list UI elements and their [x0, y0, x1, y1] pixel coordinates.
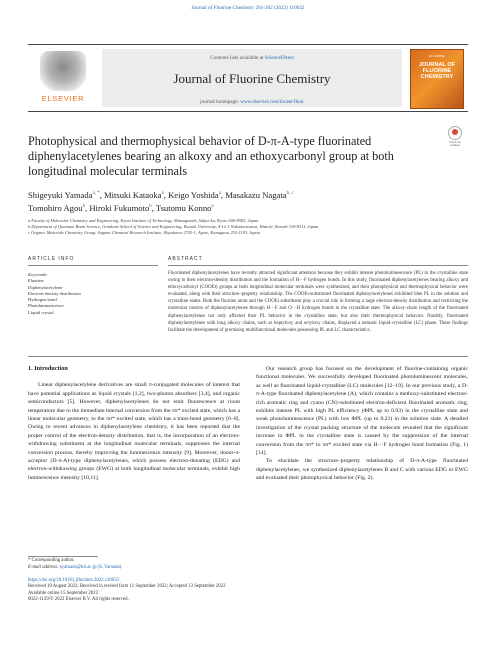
elsevier-logo: [36, 51, 90, 108]
affiliation-c: c Organic Materials Chemistry Group, Sugami Chemical Research Institute, Hayakawa 2743-1, Ayase, Kanagawa 252-1193, Japan: [28, 230, 260, 236]
divider: [28, 556, 98, 557]
publication-info: [28, 578, 328, 604]
footnotes: [28, 558, 248, 571]
affiliation-a: a Faculty of Molecular Chemistry and Engineering, Kyoto Institute of Technology, Matsugasaki, Sakyo-ku, Kyoto 606-8585, Japan: [28, 218, 259, 223]
footnote-divider: [28, 556, 98, 557]
cover-title-line1: JOURNAL OF: [418, 62, 456, 68]
divider: [28, 356, 468, 357]
received-dates: Received 10 August 2022; Received in revised form 11 September 2022; Accepted 13 September 2022: [28, 584, 226, 590]
cover-title: [411, 62, 463, 80]
cover-title-line2: FLUORINE: [422, 68, 452, 74]
available-online: Available online 15 September 2022: [28, 590, 98, 596]
journal-cover[interactable]: [410, 49, 464, 109]
right-column: [256, 365, 468, 483]
check-updates-label: Check for updates: [449, 140, 461, 147]
abstract-section: [168, 256, 468, 266]
journal-header: [28, 44, 468, 112]
author-name[interactable]: Keigo Yoshida: [168, 189, 219, 200]
authors-line-2: Tomohiro Agou$^b$, Hiroki Fukumoto$^b$, Tsutomu Konno$^a$: [28, 202, 214, 213]
homepage-prefix: journal homepage:: [200, 99, 241, 105]
author-name[interactable]: Tomohiro Agou: [28, 202, 83, 213]
keyword: Hydrogen bond: [28, 297, 57, 303]
sciencedirect-link[interactable]: ScienceDirect: [264, 55, 294, 61]
keyword: Photoluminescence: [28, 303, 64, 309]
keyword: Electron-density distribution: [28, 290, 81, 296]
intro-paragraph: Our research group has focused on the development of fluorine-containing organic functional molecules. We successfully developed fluorinated photoluminescent molecules, as well as fluorinated liquid-crystalline (LC) molecules [12–19]. In our previous study, a D-π-A-type fluorinated diphenylacetylene (A), which contains a methoxy-substituted electron-rich aromatic ring and cyano (CN)-substituted electron-deficient fluorinated aromatic ring, exhibits intense PL with high PL efficiency (ΦPL up to 0.93) in the crystalline state and weak photoluminescence (PL) with low ΦPL (up to 0.21) in the solution state. A detailed investigation of the crystal packing structure of the molecule revealed that the significant increase in ΦPL in the crystalline state is caused by the suppression of the internal conversion from the ππ* to πσ* excited state via H···F hydrogen bond formation (Fig. 1) [14].: [256, 366, 468, 457]
author-affiliation-marker[interactable]: b: [149, 203, 152, 209]
check-updates-icon: [448, 126, 462, 140]
intro-paragraph: To elucidate the structure–property relationship of D-π-A-type fluorinated diphenylacetylenes, we synthesized diphenylacetylenes B and C with various EDG or EWG and evaluated their photophysical behavior (Fig. 2).: [256, 458, 468, 482]
publisher-name: ELSEVIER: [41, 94, 85, 103]
author-affiliation-marker[interactable]: b: [82, 203, 86, 209]
email-label: E-mail address:: [28, 564, 60, 570]
abstract-text: Fluorinated diphenylacetylenes have recently attracted significant attention because they exhibit intense photoluminescence (PL) in the crystalline state owing to their electron-density distribution and the formation of H···F hydrogen bonds. In this study, fluorinated diphenylacetylenes bearing alkoxy and ethoxycarbonyl (COOEt) groups at both longitudinal molecular terminals were synthesized, and their photophysical and thermophysical behavior were evaluated, along with their structure–property relationship. The COOEt-substituted fluorinated diphenylacetylenes exhibited blue PL in the solution and crystalline states. Both the fluorine atom and the COOEt substituent play a crucial role in forming a large electron-density distribution and restricting the molecular motion of diphenylacetylenes through H···F and O···H hydrogen bonds in the crystalline state. The alkoxy-chain length of the fluorinated diphenylacetylenes not only affected their PL behavior in the crystalline state, but also their thermophysical behavior. Notably, fluorinated diphenylacetylenes with long alkoxy chains, such as heptyloxy and octyloxy chains, displayed a nematic liquid-crystalline (LC) phase. These findings facilitate the development of promising multifunctional molecules possessing PL and LC characteristics.: [168, 271, 468, 333]
email-line: [28, 565, 248, 572]
email-link[interactable]: syamada@kit.ac.jp (S. Yamada).: [59, 564, 123, 570]
journal-citation: Journal of Fluorine Chemistry 261-262 (2022) 110032: [191, 5, 305, 11]
intro-heading: 1. Introduction: [28, 365, 68, 372]
affiliations: [28, 218, 468, 237]
corresponding-author-note: * Corresponding author.: [28, 558, 75, 563]
journal-banner: [102, 49, 402, 107]
check-for-updates-button[interactable]: [444, 126, 466, 150]
article-info-heading: ARTICLE INFO: [28, 256, 75, 262]
author-affiliation-marker[interactable]: a, *: [92, 191, 100, 196]
cover-small-text: FLUORINE: [429, 54, 445, 58]
keyword: Liquid crystal: [28, 309, 54, 315]
intro-paragraph: Linear diphenylacetylene derivatives are small π-conjugated molecules of interest that have potential applications as liquid crystals [1,2], two-photon absorbers [3,4], and organic semiconductors [5]. However, diphenylacetylenes do not emit fluorescence at room temperature due to the immediate internal conversion from the ππ* excited state, which has a linear molecular geometry, to the πσ* excited state, which has a trans-bend geometry [6–8]. Owing to recent advances in diphenylacetylene chemistry, it has been reported that the proper control of the electron-density distribution, that is, the incorporation of an electron-withdrawing substituent at the longitudinal molecular terminals, suppresses the internal conversion process, thereby improving the luminescence intensity [9]. Moreover, donor-π-acceptor (D-π-A)-type diphenylacetylenes, which possess electron-donating (EDG) and electron-withdrawing groups (EWG) at both longitudinal molecular terminals, exhibit high luminescence intensity [10,11].: [28, 382, 240, 481]
author-name[interactable]: Tsutomu Konno: [155, 202, 212, 213]
keywords-label: Keywords:: [28, 272, 48, 277]
journal-title: Journal of Fluorine Chemistry: [173, 71, 331, 86]
homepage-link[interactable]: www.elsevier.com/locate/fluor: [240, 99, 304, 105]
keyword: Fluorine: [28, 278, 44, 284]
author-name[interactable]: Shigeyuki Yamada: [28, 189, 93, 200]
article-title: Photophysical and thermophysical behavior of D-π-A-type fluorinated diphenylacetylenes bearing an alkoxy and an ethoxycarbonyl group at both longitudinal molecular terminals: [28, 134, 394, 178]
doi-link[interactable]: https://doi.org/10.1016/j.jfluchem.2022.110032: [28, 578, 120, 583]
contents-prefix: Contents lists available at: [210, 55, 265, 61]
cover-title-line3: CHEMISTRY: [420, 74, 454, 80]
contents-line: [102, 55, 402, 61]
author-name[interactable]: Mitsuki Kataoka: [103, 189, 162, 200]
abstract-heading: ABSTRACT: [168, 256, 203, 262]
authors-line-1: Shigeyuki Yamada$^{a, *}$, Mitsuki Kataoka$^a$, Keigo Yoshida$^a$, Masakazu Nagata$^{b, c}$: [28, 189, 294, 200]
author-affiliation-marker[interactable]: b, c: [286, 191, 294, 196]
author-name[interactable]: Hiroki Fukumoto: [89, 202, 150, 213]
affiliation-b: b Department of Quantum Beam Science, Graduate School of Science and Engineering, Ibaraki University, 4-12-1 Nakanarusawa, Hitachi, Ibaraki 316-8511, Japan: [28, 224, 319, 230]
author-name[interactable]: Masakazu Nagata: [225, 189, 287, 200]
divider: [28, 265, 158, 266]
keywords-block: [28, 272, 158, 316]
author-affiliation-marker[interactable]: a: [161, 191, 164, 196]
author-list: [28, 188, 468, 214]
homepage-line: [102, 99, 402, 105]
section-divider: [28, 356, 468, 357]
left-column: [28, 365, 240, 482]
author-affiliation-marker[interactable]: a: [211, 203, 214, 209]
elsevier-tree-icon: [40, 51, 86, 91]
divider: [168, 265, 468, 266]
author-affiliation-marker[interactable]: a: [218, 191, 221, 196]
article-info-section: [28, 256, 158, 266]
issn-copyright: 0022-1139/© 2022 Elsevier B.V. All rights reserved.: [28, 597, 129, 603]
keyword: Diphenylacetylene: [28, 284, 63, 290]
